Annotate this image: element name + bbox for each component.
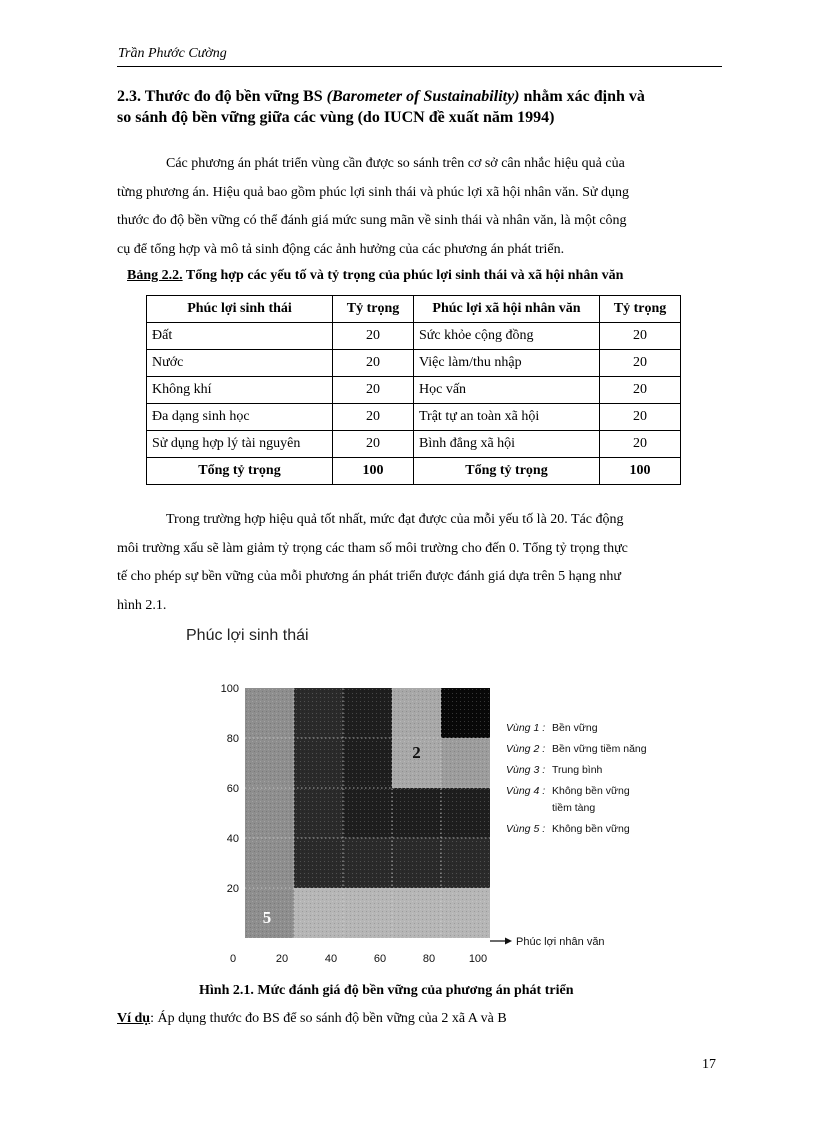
table-row: [147, 431, 681, 458]
table-header-row: [147, 296, 681, 323]
weights-table: [146, 295, 681, 485]
figure-caption: Hình 2.1. Mức đánh giá độ bền vững của phương án phát triển: [199, 983, 574, 998]
table-cell: 20: [333, 431, 414, 458]
x-tick-label: 40: [324, 953, 338, 965]
legend: [506, 722, 647, 835]
table-cell: Sử dụng hợp lý tài nguyên: [147, 431, 333, 458]
table-cell: Học vấn: [414, 377, 600, 404]
paragraph-line: Trong trường hợp hiệu quả tốt nhất, mức đạt được của mỗi yếu tố là 20. Tác động: [166, 512, 624, 527]
table-total-cell: Tổng tỷ trọng: [414, 458, 600, 485]
paragraph-line: tế cho phép sự bền vững của mỗi phương án phát triển được đánh giá dựa trên 5 hạng như: [117, 569, 621, 584]
sustainability-barometer-chart: [200, 665, 660, 975]
paragraph-line: từng phương án. Hiệu quả bao gồm phúc lợi sinh thái và phúc lợi xã hội nhân văn. Sử dụng: [117, 184, 629, 200]
paragraph-line: hình 2.1.: [117, 597, 167, 613]
table-header-cell: Tỷ trọng: [333, 296, 414, 323]
legend-zone-label: Vùng 5 :: [506, 822, 546, 835]
paragraph-line: cụ để tổng hợp và mô tả sinh động các ảnh hưởng của các phương án phát triển.: [117, 241, 565, 257]
paragraph-line: môi trường xấu sẽ làm giảm tỷ trọng các tham số môi trường cho đến 0. Tổng tỷ trọng thực: [117, 540, 628, 556]
table-cell: Đa dạng sinh học: [147, 404, 333, 431]
running-head: Trần Phước Cường: [118, 46, 227, 61]
y-tick-label: 80: [226, 733, 239, 745]
table-cell: 20: [600, 377, 681, 404]
section-title-line2: so sánh độ bền vững giữa các vùng (do IUCN đề xuất năm 1994): [117, 109, 555, 126]
table-cell: Sức khỏe cộng đồng: [414, 323, 600, 350]
legend-zone-label: Vùng 4 :: [506, 785, 546, 797]
x-axis-arrowhead: [505, 938, 512, 945]
x-tick-label: 0: [229, 953, 237, 965]
header-rule: [117, 66, 722, 67]
x-axis-title: Phúc lợi nhân văn: [516, 936, 605, 948]
y-tick-label: 20: [226, 883, 239, 895]
table-cell: Bình đẳng xã hội: [414, 431, 600, 458]
table-caption-text: Tổng hợp các yếu tố và tỷ trọng của phúc lợi sinh thái và xã hội nhân văn: [182, 268, 624, 283]
section-title-italic: (Barometer of Sustainability): [326, 88, 520, 105]
paragraph-intro: [117, 150, 720, 264]
x-tick-label: 20: [275, 953, 289, 965]
table-total-cell: 100: [333, 458, 414, 485]
legend-zone-text: Trung bình: [552, 764, 603, 776]
zone-label-2: 2: [412, 743, 421, 762]
table-cell: 20: [600, 431, 681, 458]
legend-zone-text: Bền vững: [552, 722, 598, 734]
table-cell: Việc làm/thu nhập: [414, 350, 600, 377]
figure-y-title: Phúc lợi sinh thái: [186, 627, 309, 644]
axes: [490, 936, 605, 948]
y-tick-label: 60: [226, 783, 239, 795]
table-row: [147, 377, 681, 404]
legend-zone-label: Vùng 1 :: [506, 722, 546, 734]
table-header-cell: Phúc lợi sinh thái: [147, 296, 333, 323]
table-cell: Đất: [147, 323, 333, 350]
section-title-part1: 2.3. Thước đo độ bền vững BS: [117, 88, 327, 105]
legend-zone-text: Không bền vững: [552, 785, 630, 797]
table-cell: 20: [600, 350, 681, 377]
legend-zone-label: Vùng 3 :: [506, 764, 546, 776]
section-title-part2: nhằm xác định và: [519, 88, 645, 105]
table-caption: [127, 268, 623, 284]
x-tick-label: 80: [422, 953, 436, 965]
table-cell: 20: [333, 377, 414, 404]
table-total-row: [147, 458, 681, 485]
table-total-cell: 100: [600, 458, 681, 485]
x-tick-label: 60: [373, 953, 387, 965]
table-row: [147, 404, 681, 431]
zone-layer: [245, 688, 490, 938]
table-cell: 20: [600, 323, 681, 350]
texture-overlay: [245, 688, 490, 938]
y-tick-label: 40: [226, 833, 239, 845]
table-total-cell: Tổng tỷ trọng: [147, 458, 333, 485]
legend-zone-text: Bền vững tiềm năng: [552, 743, 647, 755]
table-cell: 20: [333, 404, 414, 431]
legend-zone-text: Không bền vững: [552, 822, 630, 835]
section-title: [117, 86, 722, 128]
example-line: [117, 1011, 507, 1027]
table-caption-label: Bảng 2.2.: [127, 268, 183, 283]
table-cell: 20: [333, 350, 414, 377]
zone-label-5: 5: [262, 908, 272, 927]
y-tick-label: 100: [220, 683, 239, 695]
example-label: Ví dụ: [117, 1011, 151, 1026]
example-text: : Áp dụng thước đo BS để so sánh độ bền vững của 2 xã A và B: [150, 1011, 507, 1026]
table-row: [147, 350, 681, 377]
legend-zone-text: tiềm tàng: [552, 802, 596, 814]
paragraph-line: Các phương án phát triển vùng cần được so sánh trên cơ sở cân nhắc hiệu quả của: [166, 156, 625, 171]
table-cell: Trật tự an toàn xã hội: [414, 404, 600, 431]
legend-zone-label: Vùng 2 :: [506, 743, 546, 755]
x-tick-label: 100: [468, 953, 488, 965]
table-header-cell: Tỷ trọng: [600, 296, 681, 323]
table-cell: 20: [333, 323, 414, 350]
page-number: 17: [702, 1057, 716, 1072]
table-header-cell: Phúc lợi xã hội nhân văn: [414, 296, 600, 323]
table-cell: Không khí: [147, 377, 333, 404]
paragraph-line: thước đo độ bền vững có thể đánh giá mức sung mãn về sinh thái và nhân văn, là một công: [117, 213, 627, 228]
table-cell: 20: [600, 404, 681, 431]
table-row: [147, 323, 681, 350]
table-cell: Nước: [147, 350, 333, 377]
paragraph-explanation: [117, 506, 720, 620]
